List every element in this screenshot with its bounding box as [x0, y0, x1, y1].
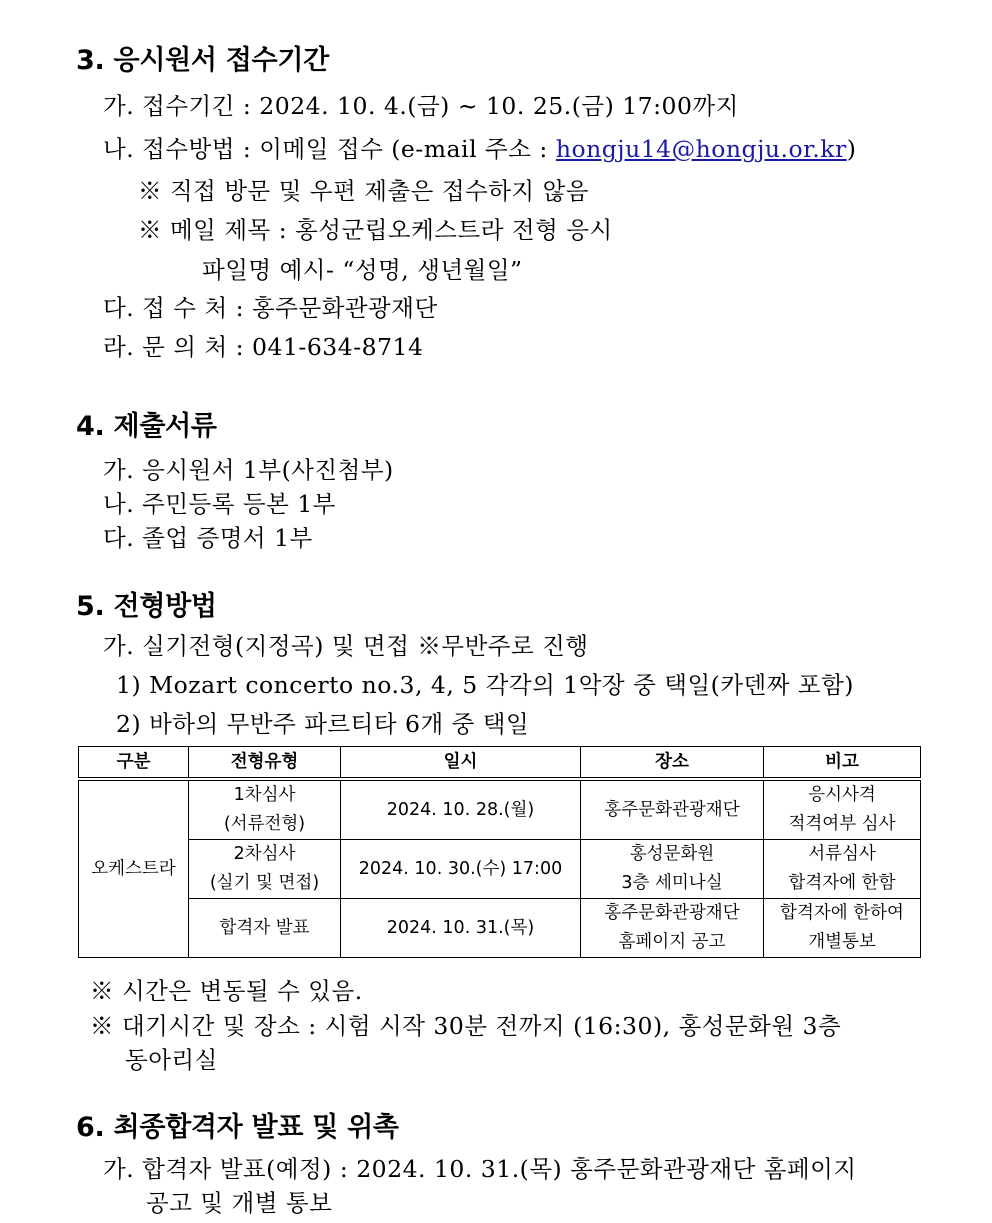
- application-method-suffix: ): [846, 135, 857, 163]
- email-link[interactable]: hongju14@hongju.or.kr: [555, 135, 847, 163]
- date-cell: 2024. 10. 30.(수) 17:00: [341, 840, 581, 899]
- place-line: 3층 세미나실: [621, 873, 723, 893]
- note-line: 적격여부 심사: [788, 814, 896, 834]
- place-line: 홍성문화원: [629, 844, 715, 864]
- receiving-office: 다. 접 수 처 : 홍주문화관광재단: [103, 294, 438, 322]
- schedule-table: [78, 746, 921, 958]
- place-cell: [581, 899, 764, 958]
- final-announcement: 가. 합격자 발표(예정) : 2024. 10. 31.(목) 홍주문화관광재단 홈페이지: [103, 1155, 857, 1183]
- application-period: 가. 접수기긴 : 2024. 10. 4.(금) ~ 10. 25.(금) 17:00까지: [103, 92, 739, 120]
- document-item-1: 가. 응시원서 1부(사진첨부): [103, 456, 394, 484]
- selection-sub-2: 2) 바하의 무반주 파르티타 6개 중 택일: [116, 710, 530, 738]
- header-type: 전형유형: [189, 747, 341, 780]
- section-5-heading: 5. 전형방법: [76, 591, 217, 622]
- table-row: [79, 899, 921, 958]
- application-method: [103, 130, 856, 164]
- place-line: 홍주문화관광재단: [604, 799, 740, 820]
- note-cell: [764, 899, 921, 958]
- table-row: [79, 840, 921, 899]
- note-cell: [764, 779, 921, 840]
- place-line: 홍주문화관광재단: [604, 903, 740, 923]
- header-category: 구분: [79, 747, 189, 780]
- type-line: 2차심사: [233, 844, 296, 864]
- header-place: 장소: [581, 747, 764, 780]
- section-6-heading: 6. 최종합격자 발표 및 위촉: [76, 1112, 399, 1143]
- date-cell: 2024. 10. 31.(목): [341, 899, 581, 958]
- date-cell: 2024. 10. 28.(월): [341, 779, 581, 840]
- note-mail-subject: ※ 메일 제목 : 홍성군립오케스트라 전형 응시: [138, 216, 613, 244]
- selection-item-a: 가. 실기전형(지정곡) 및 면접 ※무반주로 진행: [103, 632, 589, 660]
- type-cell: 합격자 발표: [189, 899, 341, 958]
- table-row: [79, 779, 921, 840]
- note-line: 서류심사: [808, 844, 876, 864]
- note-line: 합격자에 한함: [788, 873, 896, 893]
- header-datetime: 일시: [341, 747, 581, 780]
- contact-info: 라. 문 의 처 : 041-634-8714: [103, 333, 424, 361]
- table-header-row: [79, 747, 921, 780]
- note-no-visit: ※ 직접 방문 및 우편 제출은 접수하지 않음: [138, 177, 590, 205]
- header-note: 비고: [764, 747, 921, 780]
- category-cell: 오케스트라: [79, 779, 189, 958]
- note-waiting-place: ※ 대기시간 및 장소 : 시험 시작 30분 전까지 (16:30), 홍성문화원 3층: [90, 1012, 842, 1040]
- note-filename-example: 파일명 예시- “성명, 생년월일”: [202, 256, 523, 284]
- section-3-heading: 3. 응시원서 접수기간: [76, 45, 329, 76]
- note-line: 합격자에 한하여: [780, 903, 904, 923]
- final-announcement-cont: 공고 및 개별 통보: [146, 1189, 333, 1217]
- document-item-3: 다. 졸업 증명서 1부: [103, 524, 313, 552]
- note-waiting-place-cont: 동아리실: [125, 1046, 218, 1074]
- type-cell: [189, 779, 341, 840]
- place-line: 홈페이지 공고: [618, 932, 726, 952]
- note-cell: [764, 840, 921, 899]
- place-cell: [581, 840, 764, 899]
- selection-sub-1: 1) Mozart concerto no.3, 4, 5 각각의 1악장 중 택일(카덴짜 포함): [116, 671, 854, 699]
- type-cell: [189, 840, 341, 899]
- place-cell: [581, 779, 764, 840]
- type-line: (서류전형): [223, 814, 306, 834]
- document-item-2: 나. 주민등록 등본 1부: [103, 490, 336, 518]
- note-line: 응시사격: [808, 785, 876, 805]
- application-method-prefix: 나. 접수방법 : 이메일 접수 (e-mail 주소 :: [103, 135, 556, 163]
- section-4-heading: 4. 제출서류: [76, 411, 217, 442]
- note-time-change: ※ 시간은 변동될 수 있음.: [90, 977, 363, 1005]
- note-line: 개별통보: [808, 932, 876, 952]
- type-line: 1차심사: [233, 785, 296, 805]
- type-line: (실기 및 면접): [209, 873, 320, 893]
